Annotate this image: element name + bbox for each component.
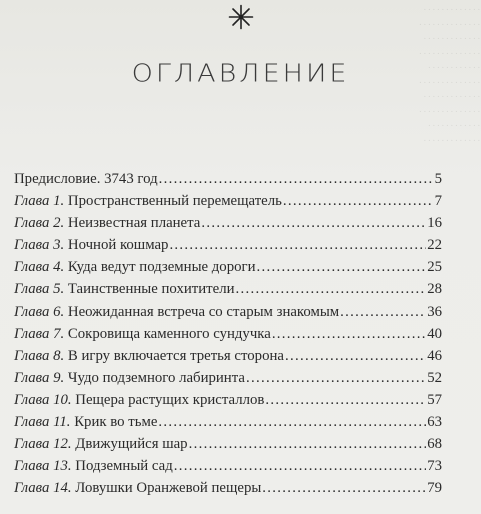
toc-entry	[14, 477, 442, 499]
toc-entry-label	[14, 190, 282, 212]
toc-entry-label	[14, 234, 168, 256]
page-number: 22	[427, 237, 442, 254]
dot-leader	[283, 190, 433, 212]
page-number: 63	[427, 414, 442, 431]
dot-leader	[265, 389, 426, 411]
page-title: ОГЛАВЛЕНИЕ	[131, 59, 350, 88]
toc-entry	[14, 367, 442, 389]
chapter-number: Глава 11.	[14, 414, 71, 431]
toc-entry	[14, 278, 442, 300]
toc-entry	[14, 455, 442, 477]
page-number: 40	[427, 325, 442, 342]
page-number: 52	[427, 369, 442, 386]
toc-entry-label	[14, 212, 200, 234]
toc-entry-label	[14, 278, 235, 300]
toc-entry-label	[14, 323, 271, 345]
chapter-number: Глава 6.	[14, 303, 65, 320]
toc-entry-label	[14, 345, 284, 367]
page-number: 57	[427, 391, 442, 408]
toc-entry-label	[14, 301, 339, 323]
chapter-number: Глава 2.	[14, 215, 65, 232]
chapter-number: Глава 3.	[14, 237, 65, 254]
chapter-title: Пещера растущих кристаллов	[75, 391, 265, 408]
chapter-title: Чудо подземного лабиринта	[67, 369, 245, 386]
dot-leader	[272, 323, 426, 345]
page-number: 46	[427, 347, 442, 364]
toc-entry	[14, 389, 442, 411]
chapter-title: Движущийся шар	[75, 436, 188, 453]
chapter-title: Ночной кошмар	[67, 237, 169, 254]
toc-entry	[14, 301, 442, 323]
toc-entry	[14, 345, 442, 367]
dot-leader	[340, 301, 426, 323]
dot-leader	[201, 212, 426, 234]
dot-leader	[246, 367, 426, 389]
chapter-title: Пространственный перемещатель	[67, 193, 282, 210]
toc-entry-label	[14, 477, 261, 499]
chapter-number: Глава 5.	[14, 281, 65, 298]
dot-leader	[236, 278, 427, 300]
chapter-number: Глава 1.	[14, 193, 65, 210]
chapter-title: Неизвестная планета	[67, 215, 201, 232]
dot-leader	[189, 433, 427, 455]
chapter-number: Глава 8.	[14, 347, 65, 364]
page-number: 7	[434, 193, 442, 210]
dot-leader	[262, 477, 426, 499]
chapter-title: Предисловие. 3743 год	[14, 171, 158, 187]
page-number: 5	[434, 171, 442, 187]
page-number: 79	[427, 480, 442, 497]
chapter-title: Сокровища каменного сундучка	[67, 325, 271, 342]
chapter-number: Глава 12.	[14, 436, 72, 453]
chapter-number: Глава 7.	[14, 325, 65, 342]
page-number: 28	[427, 281, 442, 298]
bleed-through-text: . . . . . . . . . . . . . . . . . . . . . . . . . . . . . . . . . . . . . . . . . . . . . . . . . . . . . . . . . . . . . . . . . . . . . . . . . . . . . . . . . . . . . . . . . . . . . . . . . . . . . . . . . . . . . . . . . . . . . . . . . . . . . . . . . . . .	[419, 2, 480, 143]
chapter-title: Крик во тьме	[74, 414, 158, 431]
chapter-number: Глава 14.	[14, 480, 72, 497]
dot-leader	[158, 411, 426, 433]
chapter-number: Глава 13.	[14, 458, 72, 475]
chapter-number: Глава 9.	[14, 369, 65, 386]
toc-entry	[14, 323, 442, 345]
dot-leader	[159, 168, 433, 190]
toc-entry	[14, 256, 442, 278]
star-burst-icon	[0, 4, 481, 35]
toc-entry	[14, 190, 442, 212]
chapter-title: В игру включается третья сторона	[67, 347, 284, 364]
toc-entry	[14, 168, 442, 190]
dot-leader	[257, 256, 427, 278]
toc-entry	[14, 433, 442, 455]
chapter-title: Ловушки Оранжевой пещеры	[75, 480, 262, 497]
toc-entry-label	[14, 433, 188, 455]
page-number: 68	[427, 436, 442, 453]
toc-entry-label	[14, 411, 157, 433]
toc-entry-label	[14, 455, 173, 477]
dot-leader	[169, 234, 426, 256]
table-of-contents	[14, 168, 442, 499]
page-number: 25	[427, 259, 442, 276]
chapter-title: Таинственные похитители	[67, 281, 235, 298]
toc-entry	[14, 234, 442, 256]
chapter-number: Глава 10.	[14, 391, 72, 408]
toc-entry-label	[14, 389, 264, 411]
chapter-title: Подземный сад	[75, 458, 173, 475]
toc-entry	[14, 411, 442, 433]
page-number: 16	[427, 215, 442, 232]
toc-entry-label	[14, 168, 158, 190]
chapter-title: Куда ведут подземные дороги	[67, 259, 256, 276]
dot-leader	[174, 455, 426, 477]
toc-entry	[14, 212, 442, 234]
chapter-title: Неожиданная встреча со старым знакомым	[67, 303, 340, 320]
toc-entry-label	[14, 256, 256, 278]
toc-entry-label	[14, 367, 245, 389]
dot-leader	[285, 345, 426, 367]
chapter-number: Глава 4.	[14, 259, 65, 276]
page-number: 36	[427, 303, 442, 320]
page-number: 73	[427, 458, 442, 475]
